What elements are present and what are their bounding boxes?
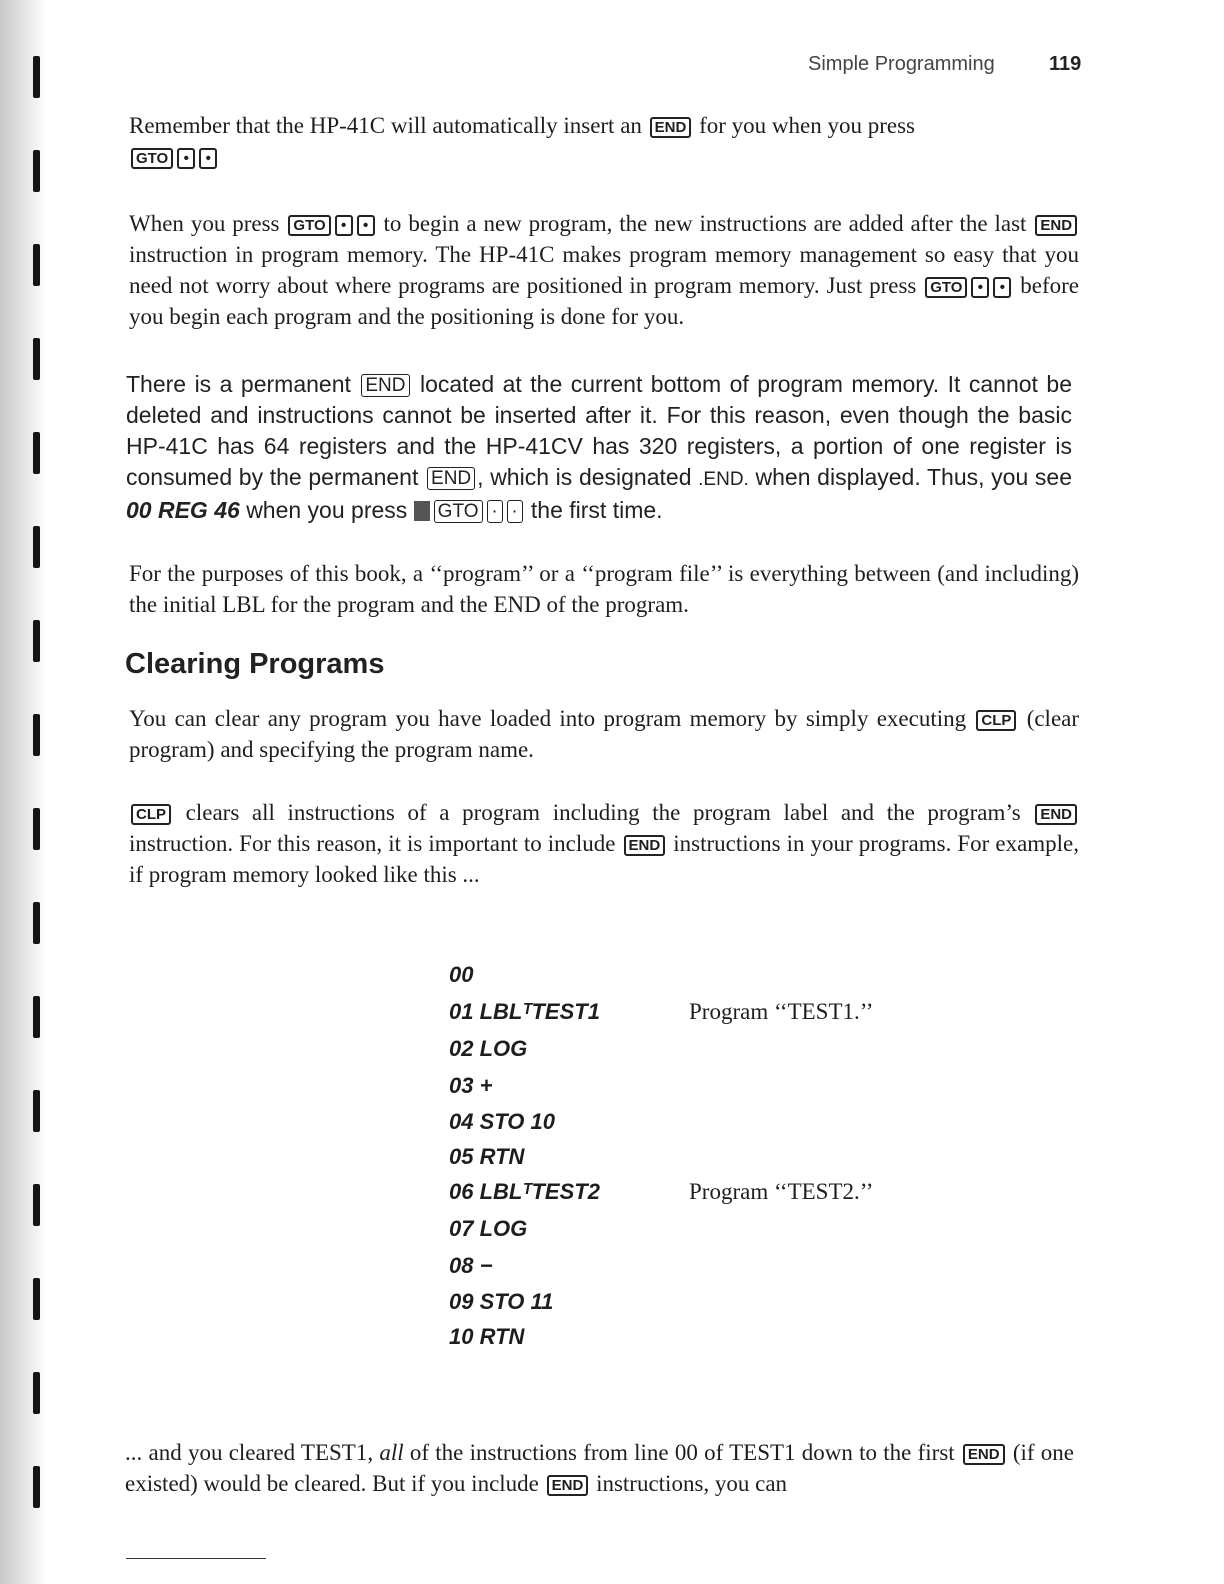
binding-hole	[33, 56, 40, 98]
dot-key: •	[971, 277, 989, 298]
text: (clear program) and specifying the program name.	[129, 706, 1080, 762]
text: to begin a new program, the new instructions are added after the last	[383, 211, 1027, 236]
binding-hole	[33, 244, 40, 286]
paragraph-cleared-test1	[125, 1437, 1074, 1499]
emphasis: all	[379, 1440, 404, 1465]
gto-key: GTO	[131, 148, 173, 169]
running-header	[808, 53, 1082, 76]
gto-key: GTO	[288, 215, 330, 236]
dot-key: ·	[487, 500, 503, 523]
end-key: END	[427, 467, 475, 490]
dot-key: •	[199, 148, 217, 169]
listing-line: 00	[449, 962, 474, 987]
paragraph-program-definition: For the purposes of this book, a ‘‘program’’ or a ‘‘program file’’ is everything between (and including) the initial LBL for the program and the END of the program.	[129, 561, 1079, 617]
gto-key: GTO	[925, 277, 967, 298]
end-key: END	[1035, 804, 1077, 825]
footnote-rule	[126, 1558, 266, 1559]
end-key: END	[1035, 215, 1077, 236]
text: instructions, you can	[596, 1471, 788, 1496]
text: the first time.	[530, 497, 663, 523]
end-key: END	[650, 117, 692, 138]
text: when displayed. Thus, you see	[755, 464, 1073, 490]
end-key: END	[361, 374, 409, 397]
end-key: END	[963, 1444, 1005, 1465]
text: when you press	[246, 497, 408, 523]
text: ... and you cleared TEST1,	[125, 1440, 374, 1465]
text: Remember that the HP-41C will automatically insert an	[129, 113, 642, 138]
binding-hole	[33, 714, 40, 756]
page-number: 119	[1049, 53, 1082, 75]
binding-hole	[33, 150, 40, 192]
listing-line: 10 RTN	[449, 1324, 525, 1349]
paragraph-begin-program	[129, 208, 1079, 332]
text: instructions in your programs. For example, if program memory looked like this ...	[129, 831, 1080, 887]
text: There is a permanent	[126, 371, 351, 397]
text: of the instructions from line 00 of TEST1 down to the first	[409, 1440, 955, 1465]
listing-line: 07 LOG	[449, 1216, 528, 1241]
section-title: Simple Programming	[808, 53, 995, 75]
dot-key: •	[177, 148, 195, 169]
listing-comment: Program ‘‘TEST2.’’	[689, 1179, 874, 1204]
listing-comment: Program ‘‘TEST1.’’	[689, 999, 874, 1024]
text: instruction in program memory. The HP-41C makes program memory management so easy that you need not worry about where programs are positioned in program memory. Just press	[129, 242, 1079, 298]
listing-line: 01 LBLᵀTEST1	[449, 999, 600, 1024]
paragraph-clp-clears	[129, 797, 1079, 890]
binding-hole	[33, 1466, 40, 1508]
text: located at the current bottom of program memory. It cannot be deleted and instructions cannot be inserted after it. For this reason, even though the basic HP-41C has 64 registers and the HP-41CV has 320 registers, a portion of one register is consumed by the permanent	[126, 371, 1072, 490]
binding-hole	[33, 1278, 40, 1320]
dot-key: •	[357, 215, 375, 236]
binding-hole	[33, 432, 40, 474]
text: You can clear any program you have loaded into program memory by simply executing	[129, 706, 967, 731]
binding-hole	[33, 620, 40, 662]
text: for you when you press	[699, 113, 915, 138]
dot-key: •	[335, 215, 353, 236]
clp-key: CLP	[976, 710, 1016, 731]
listing-line: 05 RTN	[449, 1144, 525, 1169]
end-key: END	[547, 1475, 589, 1496]
binding-hole	[33, 526, 40, 568]
binding-hole	[33, 1090, 40, 1132]
binding-hole	[33, 996, 40, 1038]
text: before you begin each program and the positioning is done for you.	[129, 273, 1080, 329]
paragraph-permanent-end	[126, 369, 1072, 526]
section-heading: Clearing Programs	[125, 648, 385, 680]
listing-line: 04 STO 10	[449, 1109, 555, 1134]
gto-key: GTO	[434, 500, 483, 523]
text: (if one existed) would be cleared. But if you include	[125, 1440, 1075, 1496]
binding-hole	[33, 808, 40, 850]
display-readout: 00 REG 46	[126, 497, 240, 523]
listing-line: 03 +	[449, 1073, 493, 1098]
text: instruction. For this reason, it is important to include	[129, 831, 616, 856]
end-display: .END.	[698, 469, 749, 490]
clp-key: CLP	[131, 804, 171, 825]
dot-key: ·	[507, 500, 523, 523]
paragraph-remember	[129, 110, 1079, 172]
dot-key: •	[993, 277, 1011, 298]
text: When you press	[129, 211, 280, 236]
shift-key-icon	[414, 501, 430, 521]
listing-line: 09 STO 11	[449, 1289, 554, 1314]
listing-line: 08 −	[449, 1253, 493, 1278]
end-key: END	[624, 835, 666, 856]
text: , which is designated	[477, 464, 692, 490]
binding-hole	[33, 1372, 40, 1414]
text: clears all instructions of a program including the program label and the program’s	[185, 800, 1021, 825]
binding-hole	[33, 1184, 40, 1226]
binding-hole	[33, 902, 40, 944]
listing-line: 02 LOG	[449, 1036, 528, 1061]
spiral-binding	[0, 0, 46, 1584]
listing-line: 06 LBLᵀTEST2	[449, 1179, 600, 1204]
paragraph-clear-program	[129, 703, 1079, 765]
binding-hole	[33, 338, 40, 380]
